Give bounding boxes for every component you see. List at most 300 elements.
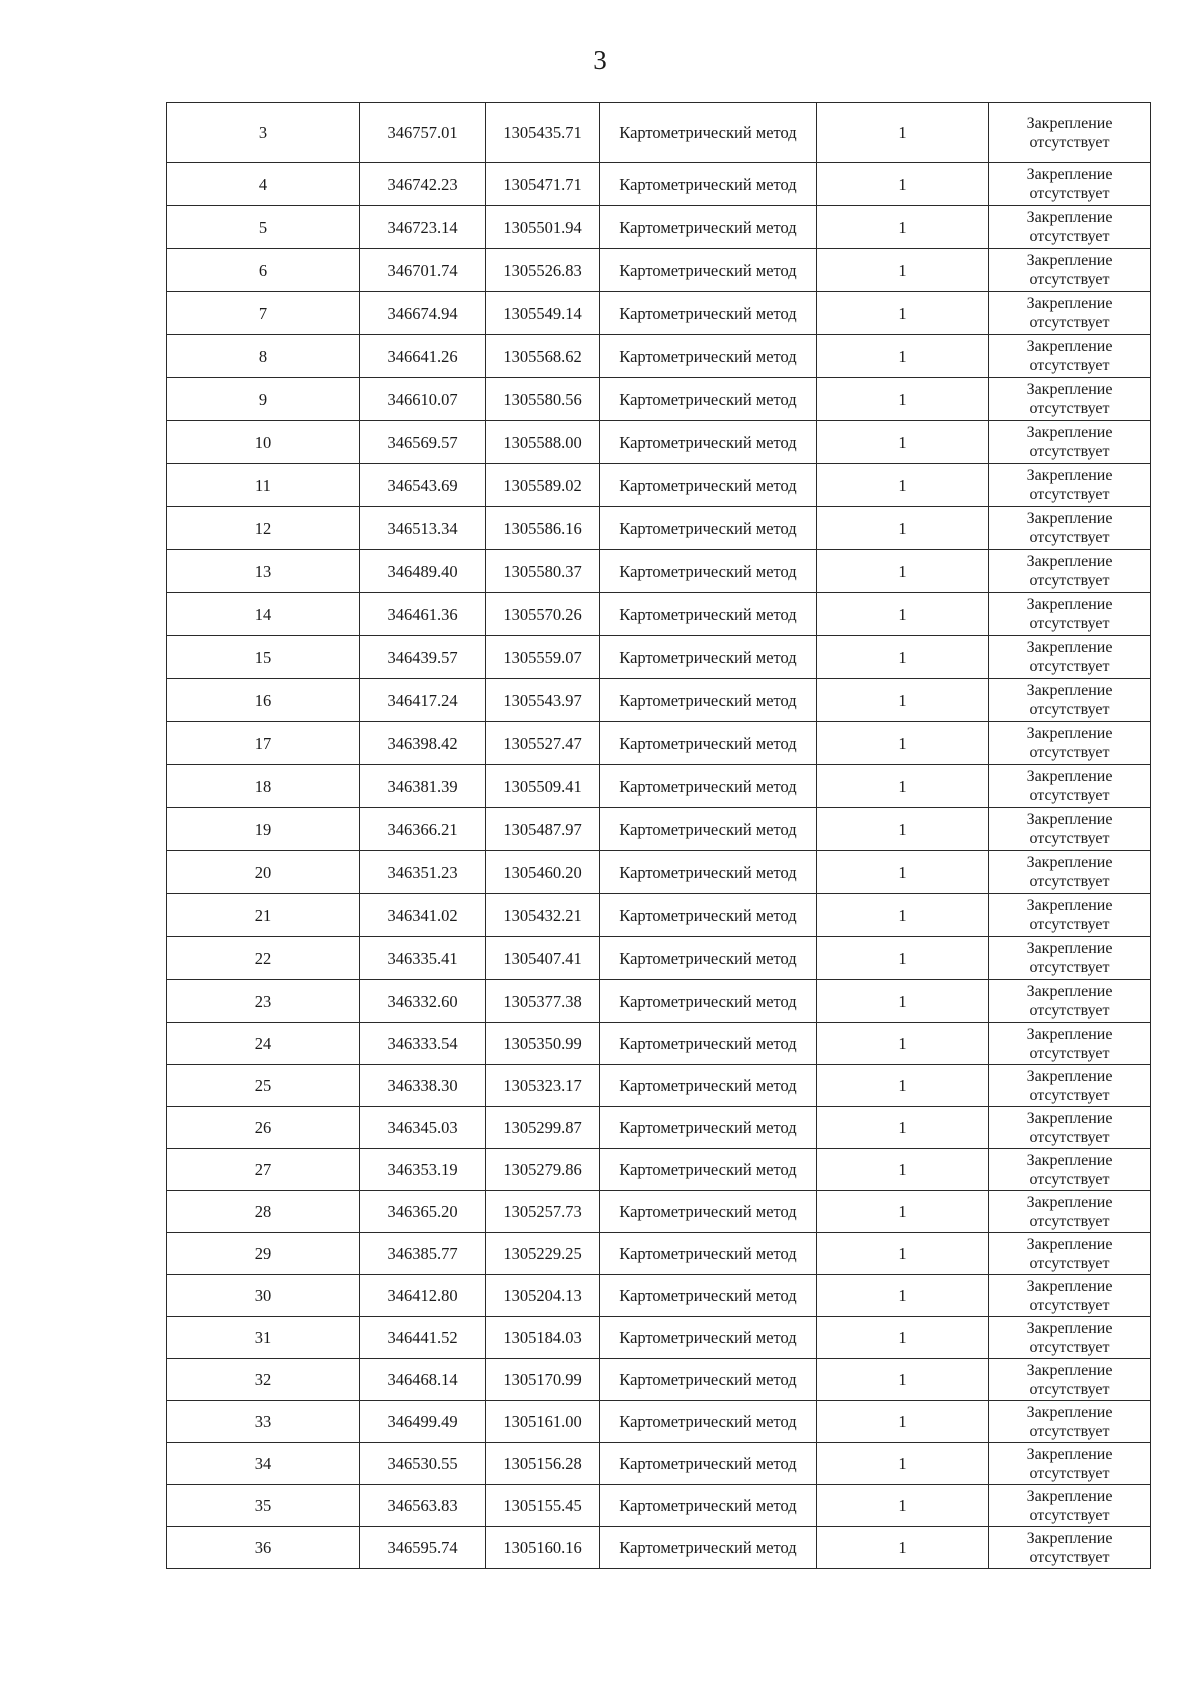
y-coordinate-cell: 1305471.71 [486,163,600,206]
point-number-cell: 13 [167,550,360,593]
table-row [167,765,1151,808]
point-number-cell: 21 [167,894,360,937]
fixing-line-1: Закрепление [1026,1193,1113,1211]
table-row [167,378,1151,421]
method-cell: Картометрический метод [600,636,817,679]
fixing-cell [989,765,1151,808]
fixing-line-1: Закрепление [1026,854,1113,871]
fixing-line-2: отсутствует [1029,701,1110,718]
fixing-cell [989,292,1151,335]
y-coordinate-cell: 1305580.37 [486,550,600,593]
fixing-cell [989,593,1151,636]
fixing-cell [989,1107,1151,1149]
method-cell: Картометрический метод [600,808,817,851]
fixing-cell [989,378,1151,421]
fixing-line-1: Закрепление [1026,983,1113,1000]
method-cell: Картометрический метод [600,1233,817,1275]
point-number-cell: 34 [167,1443,360,1485]
precision-cell: 1 [817,851,989,894]
y-coordinate-cell: 1305204.13 [486,1275,600,1317]
method-cell: Картометрический метод [600,1275,817,1317]
x-coordinate-cell: 346338.30 [360,1065,486,1107]
table-row [167,937,1151,980]
table-row [167,1485,1151,1527]
precision-cell: 1 [817,894,989,937]
y-coordinate-cell: 1305580.56 [486,378,600,421]
method-cell: Картометрический метод [600,550,817,593]
page-number: 3 [593,45,607,75]
fixing-cell [989,679,1151,722]
table-body [167,103,1151,1569]
fixing-cell [989,206,1151,249]
precision-cell: 1 [817,103,989,163]
fixing-cell [989,335,1151,378]
table-row [167,851,1151,894]
fixing-cell [989,636,1151,679]
precision-cell: 1 [817,335,989,378]
x-coordinate-cell: 346742.23 [360,163,486,206]
x-coordinate-cell: 346333.54 [360,1023,486,1065]
point-number-cell: 32 [167,1359,360,1401]
precision-cell: 1 [817,421,989,464]
fixing-cell [989,1527,1151,1569]
fixing-line-2: отсутствует [1029,1170,1110,1188]
point-number-cell: 17 [167,722,360,765]
fixing-line-2: отсутствует [1029,959,1110,976]
x-coordinate-cell: 346441.52 [360,1317,486,1359]
table-row [167,1107,1151,1149]
y-coordinate-cell: 1305487.97 [486,808,600,851]
table-row [167,1443,1151,1485]
x-coordinate-cell: 346641.26 [360,335,486,378]
fixing-line-2: отсутствует [1029,1548,1110,1566]
precision-cell: 1 [817,1359,989,1401]
x-coordinate-cell: 346412.80 [360,1275,486,1317]
fixing-line-1: Закрепление [1026,682,1113,699]
point-number-cell: 27 [167,1149,360,1191]
precision-cell: 1 [817,163,989,206]
precision-cell: 1 [817,765,989,808]
x-coordinate-cell: 346461.36 [360,593,486,636]
method-cell: Картометрический метод [600,292,817,335]
point-number-cell: 20 [167,851,360,894]
y-coordinate-cell: 1305229.25 [486,1233,600,1275]
method-cell: Картометрический метод [600,1065,817,1107]
point-number-cell: 22 [167,937,360,980]
y-coordinate-cell: 1305588.00 [486,421,600,464]
table-row [167,249,1151,292]
method-cell: Картометрический метод [600,103,817,163]
point-number-cell: 6 [167,249,360,292]
table-row [167,593,1151,636]
table-row [167,679,1151,722]
y-coordinate-cell: 1305559.07 [486,636,600,679]
table-row [167,507,1151,550]
precision-cell: 1 [817,1023,989,1065]
method-cell: Картометрический метод [600,1149,817,1191]
point-number-cell: 15 [167,636,360,679]
method-cell: Картометрический метод [600,249,817,292]
point-number-cell: 23 [167,980,360,1023]
x-coordinate-cell: 346417.24 [360,679,486,722]
point-number-cell: 18 [167,765,360,808]
precision-cell: 1 [817,1191,989,1233]
fixing-line-1: Закрепление [1026,553,1113,570]
x-coordinate-cell: 346351.23 [360,851,486,894]
point-number-cell: 25 [167,1065,360,1107]
fixing-cell [989,1317,1151,1359]
point-number-cell: 3 [167,103,360,163]
precision-cell: 1 [817,808,989,851]
fixing-line-1: Закрепление [1026,1319,1113,1337]
fixing-line-2: отсутствует [1029,1128,1110,1146]
table-row [167,1149,1151,1191]
table-row [167,1317,1151,1359]
table-row [167,1023,1151,1065]
point-number-cell: 33 [167,1401,360,1443]
fixing-line-2: отсутствует [1029,658,1110,675]
y-coordinate-cell: 1305161.00 [486,1401,600,1443]
fixing-cell [989,937,1151,980]
y-coordinate-cell: 1305570.26 [486,593,600,636]
precision-cell: 1 [817,937,989,980]
point-number-cell: 30 [167,1275,360,1317]
fixing-line-2: отсутствует [1029,1338,1110,1356]
table-row [167,1359,1151,1401]
fixing-cell [989,550,1151,593]
table-row [167,1065,1151,1107]
fixing-line-1: Закрепление [1026,1277,1113,1295]
x-coordinate-cell: 346757.01 [360,103,486,163]
precision-cell: 1 [817,679,989,722]
x-coordinate-cell: 346335.41 [360,937,486,980]
fixing-line-2: отсутствует [1029,873,1110,890]
point-number-cell: 8 [167,335,360,378]
method-cell: Картометрический метод [600,1191,817,1233]
method-cell: Картометрический метод [600,464,817,507]
fixing-line-1: Закрепление [1026,424,1113,441]
point-number-cell: 16 [167,679,360,722]
fixing-line-1: Закрепление [1026,1235,1113,1253]
precision-cell: 1 [817,1527,989,1569]
precision-cell: 1 [817,206,989,249]
point-number-cell: 29 [167,1233,360,1275]
fixing-cell [989,1275,1151,1317]
fixing-line-2: отсутствует [1029,787,1110,804]
method-cell: Картометрический метод [600,1401,817,1443]
fixing-line-2: отсутствует [1029,271,1110,288]
method-cell: Картометрический метод [600,1023,817,1065]
fixing-line-1: Закрепление [1026,639,1113,656]
fixing-cell [989,1023,1151,1065]
x-coordinate-cell: 346563.83 [360,1485,486,1527]
point-number-cell: 31 [167,1317,360,1359]
y-coordinate-cell: 1305586.16 [486,507,600,550]
table-row [167,1401,1151,1443]
x-coordinate-cell: 346569.57 [360,421,486,464]
fixing-line-2: отсутствует [1029,744,1110,761]
precision-cell: 1 [817,1443,989,1485]
y-coordinate-cell: 1305323.17 [486,1065,600,1107]
fixing-line-1: Закрепление [1026,811,1113,828]
fixing-line-1: Закрепление [1026,1361,1113,1379]
precision-cell: 1 [817,980,989,1023]
precision-cell: 1 [817,1065,989,1107]
point-number-cell: 10 [167,421,360,464]
table-row [167,421,1151,464]
y-coordinate-cell: 1305377.38 [486,980,600,1023]
fixing-line-1: Закрепление [1026,467,1113,484]
fixing-line-2: отсутствует [1029,400,1110,417]
fixing-cell [989,464,1151,507]
y-coordinate-cell: 1305184.03 [486,1317,600,1359]
point-number-cell: 9 [167,378,360,421]
fixing-line-1: Закрепление [1026,1529,1113,1547]
fixing-line-2: отсутствует [1029,314,1110,331]
y-coordinate-cell: 1305501.94 [486,206,600,249]
x-coordinate-cell: 346701.74 [360,249,486,292]
table-row [167,1527,1151,1569]
fixing-line-1: Закрепление [1026,381,1113,398]
y-coordinate-cell: 1305435.71 [486,103,600,163]
coordinates-table [166,102,1151,1569]
method-cell: Картометрический метод [600,335,817,378]
method-cell: Картометрический метод [600,163,817,206]
precision-cell: 1 [817,249,989,292]
table-row [167,722,1151,765]
x-coordinate-cell: 346365.20 [360,1191,486,1233]
fixing-cell [989,1359,1151,1401]
fixing-line-1: Закрепление [1026,725,1113,742]
x-coordinate-cell: 346543.69 [360,464,486,507]
x-coordinate-cell: 346398.42 [360,722,486,765]
point-number-cell: 35 [167,1485,360,1527]
fixing-cell [989,163,1151,206]
fixing-line-2: отсутствует [1029,1296,1110,1314]
fixing-cell [989,851,1151,894]
point-number-cell: 28 [167,1191,360,1233]
fixing-cell [989,1443,1151,1485]
fixing-cell [989,507,1151,550]
fixing-line-1: Закрепление [1026,1445,1113,1463]
x-coordinate-cell: 346489.40 [360,550,486,593]
precision-cell: 1 [817,550,989,593]
fixing-cell [989,1191,1151,1233]
x-coordinate-cell: 346674.94 [360,292,486,335]
fixing-line-1: Закрепление [1026,510,1113,527]
fixing-line-1: Закрепление [1026,596,1113,613]
fixing-line-1: Закрепление [1026,209,1113,226]
precision-cell: 1 [817,1275,989,1317]
method-cell: Картометрический метод [600,206,817,249]
table-row [167,335,1151,378]
point-number-cell: 12 [167,507,360,550]
fixing-cell [989,1149,1151,1191]
fixing-line-1: Закрепление [1026,166,1113,183]
fixing-line-1: Закрепление [1026,295,1113,312]
fixing-line-1: Закрепление [1026,1067,1113,1085]
y-coordinate-cell: 1305568.62 [486,335,600,378]
method-cell: Картометрический метод [600,1443,817,1485]
y-coordinate-cell: 1305460.20 [486,851,600,894]
fixing-line-2: отсутствует [1029,1044,1110,1062]
fixing-line-2: отсутствует [1029,486,1110,503]
fixing-line-1: Закрепление [1026,1151,1113,1169]
table-row [167,464,1151,507]
precision-cell: 1 [817,507,989,550]
method-cell: Картометрический метод [600,1359,817,1401]
fixing-line-1: Закрепление [1026,114,1113,132]
y-coordinate-cell: 1305155.45 [486,1485,600,1527]
y-coordinate-cell: 1305160.16 [486,1527,600,1569]
precision-cell: 1 [817,1149,989,1191]
x-coordinate-cell: 346381.39 [360,765,486,808]
x-coordinate-cell: 346499.49 [360,1401,486,1443]
fixing-cell [989,808,1151,851]
method-cell: Картометрический метод [600,722,817,765]
table-row [167,980,1151,1023]
fixing-line-2: отсутствует [1029,185,1110,202]
fixing-line-2: отсутствует [1029,615,1110,632]
method-cell: Картометрический метод [600,937,817,980]
y-coordinate-cell: 1305279.86 [486,1149,600,1191]
precision-cell: 1 [817,1107,989,1149]
y-coordinate-cell: 1305170.99 [486,1359,600,1401]
x-coordinate-cell: 346345.03 [360,1107,486,1149]
fixing-cell [989,1401,1151,1443]
x-coordinate-cell: 346468.14 [360,1359,486,1401]
method-cell: Картометрический метод [600,894,817,937]
point-number-cell: 24 [167,1023,360,1065]
method-cell: Картометрический метод [600,1527,817,1569]
y-coordinate-cell: 1305543.97 [486,679,600,722]
point-number-cell: 4 [167,163,360,206]
x-coordinate-cell: 346530.55 [360,1443,486,1485]
fixing-line-1: Закрепление [1026,338,1113,355]
fixing-line-2: отсутствует [1029,1254,1110,1272]
fixing-cell [989,1485,1151,1527]
table-row [167,1275,1151,1317]
method-cell: Картометрический метод [600,851,817,894]
fixing-line-2: отсутствует [1029,1464,1110,1482]
method-cell: Картометрический метод [600,421,817,464]
x-coordinate-cell: 346513.34 [360,507,486,550]
point-number-cell: 14 [167,593,360,636]
fixing-line-2: отсутствует [1029,1212,1110,1230]
precision-cell: 1 [817,378,989,421]
precision-cell: 1 [817,636,989,679]
table-row [167,636,1151,679]
table-row [167,808,1151,851]
fixing-cell [989,421,1151,464]
method-cell: Картометрический метод [600,1107,817,1149]
fixing-cell [989,722,1151,765]
y-coordinate-cell: 1305432.21 [486,894,600,937]
x-coordinate-cell: 346353.19 [360,1149,486,1191]
precision-cell: 1 [817,1485,989,1527]
x-coordinate-cell: 346385.77 [360,1233,486,1275]
x-coordinate-cell: 346723.14 [360,206,486,249]
fixing-line-2: отсутствует [1029,572,1110,589]
method-cell: Картометрический метод [600,378,817,421]
y-coordinate-cell: 1305257.73 [486,1191,600,1233]
fixing-cell [989,894,1151,937]
fixing-line-1: Закрепление [1026,252,1113,269]
x-coordinate-cell: 346595.74 [360,1527,486,1569]
fixing-line-1: Закрепление [1026,897,1113,914]
x-coordinate-cell: 346366.21 [360,808,486,851]
fixing-line-2: отсутствует [1029,133,1110,151]
method-cell: Картометрический метод [600,1317,817,1359]
method-cell: Картометрический метод [600,765,817,808]
point-number-cell: 36 [167,1527,360,1569]
table-row [167,1191,1151,1233]
method-cell: Картометрический метод [600,593,817,636]
y-coordinate-cell: 1305156.28 [486,1443,600,1485]
fixing-cell [989,249,1151,292]
fixing-cell [989,1065,1151,1107]
fixing-line-2: отсутствует [1029,830,1110,847]
precision-cell: 1 [817,1401,989,1443]
method-cell: Картометрический метод [600,980,817,1023]
fixing-line-1: Закрепление [1026,1403,1113,1421]
precision-cell: 1 [817,722,989,765]
fixing-line-2: отсутствует [1029,916,1110,933]
point-number-cell: 26 [167,1107,360,1149]
table-row [167,1233,1151,1275]
precision-cell: 1 [817,593,989,636]
fixing-line-1: Закрепление [1026,1109,1113,1127]
fixing-line-2: отсутствует [1029,1380,1110,1398]
table-row [167,292,1151,335]
x-coordinate-cell: 346610.07 [360,378,486,421]
method-cell: Картометрический метод [600,1485,817,1527]
fixing-line-2: отсутствует [1029,228,1110,245]
y-coordinate-cell: 1305549.14 [486,292,600,335]
fixing-line-2: отсутствует [1029,529,1110,546]
point-number-cell: 11 [167,464,360,507]
x-coordinate-cell: 346439.57 [360,636,486,679]
fixing-line-1: Закрепление [1026,940,1113,957]
fixing-line-2: отсутствует [1029,1002,1110,1019]
fixing-cell [989,1233,1151,1275]
fixing-line-1: Закрепление [1026,1487,1113,1505]
fixing-line-2: отсутствует [1029,1506,1110,1524]
point-number-cell: 5 [167,206,360,249]
y-coordinate-cell: 1305299.87 [486,1107,600,1149]
y-coordinate-cell: 1305526.83 [486,249,600,292]
fixing-cell [989,103,1151,163]
y-coordinate-cell: 1305350.99 [486,1023,600,1065]
fixing-line-1: Закрепление [1026,768,1113,785]
table-row [167,206,1151,249]
point-number-cell: 19 [167,808,360,851]
method-cell: Картометрический метод [600,679,817,722]
table-row [167,163,1151,206]
y-coordinate-cell: 1305509.41 [486,765,600,808]
precision-cell: 1 [817,292,989,335]
point-number-cell: 7 [167,292,360,335]
fixing-cell [989,980,1151,1023]
table-row [167,894,1151,937]
y-coordinate-cell: 1305589.02 [486,464,600,507]
precision-cell: 1 [817,464,989,507]
table-row [167,103,1151,163]
table-row [167,550,1151,593]
y-coordinate-cell: 1305527.47 [486,722,600,765]
x-coordinate-cell: 346332.60 [360,980,486,1023]
precision-cell: 1 [817,1233,989,1275]
